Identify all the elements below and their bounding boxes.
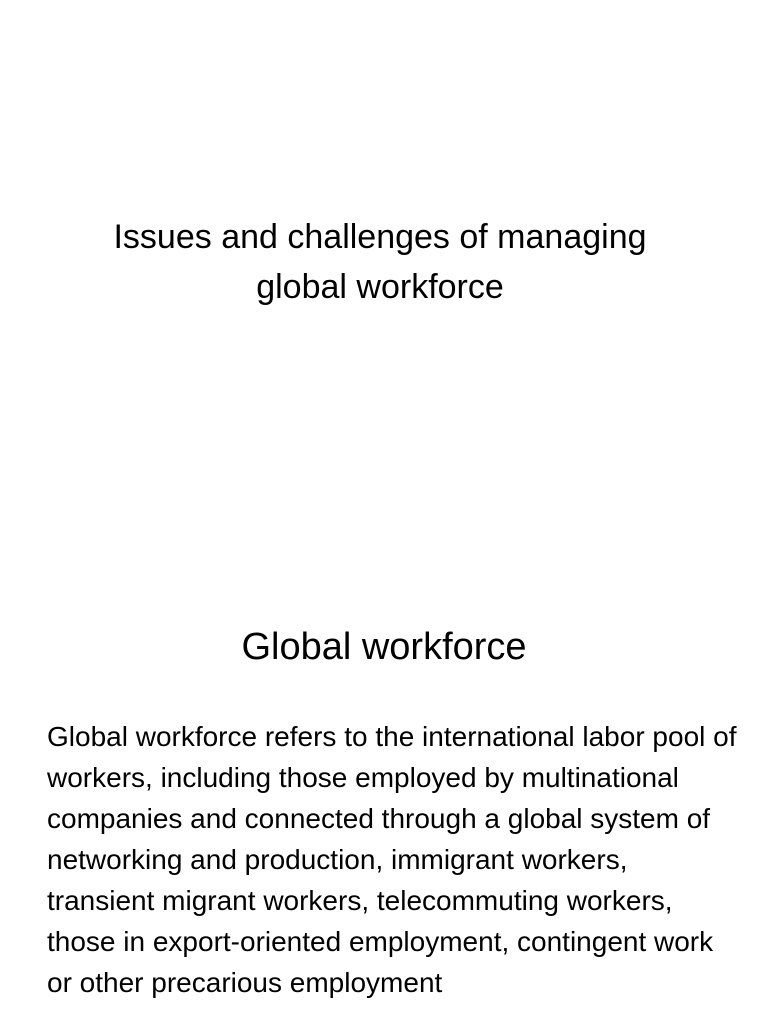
slide-title-line-2: global workforce xyxy=(256,268,504,306)
slide-title-line-1: Issues and challenges of managing xyxy=(113,218,647,256)
slide-2 xyxy=(0,576,768,1024)
slide-heading: Global workforce xyxy=(241,626,527,668)
slide-title xyxy=(30,212,730,312)
slide-body-text: Global workforce refers to the international labor pool of workers, including those employed by multinational companies and connected through a global system of networking and production, immigrant workers, transient migrant workers, telecommuting workers, those in export-oriented employment, contingent work or other precarious employment xyxy=(47,721,737,998)
